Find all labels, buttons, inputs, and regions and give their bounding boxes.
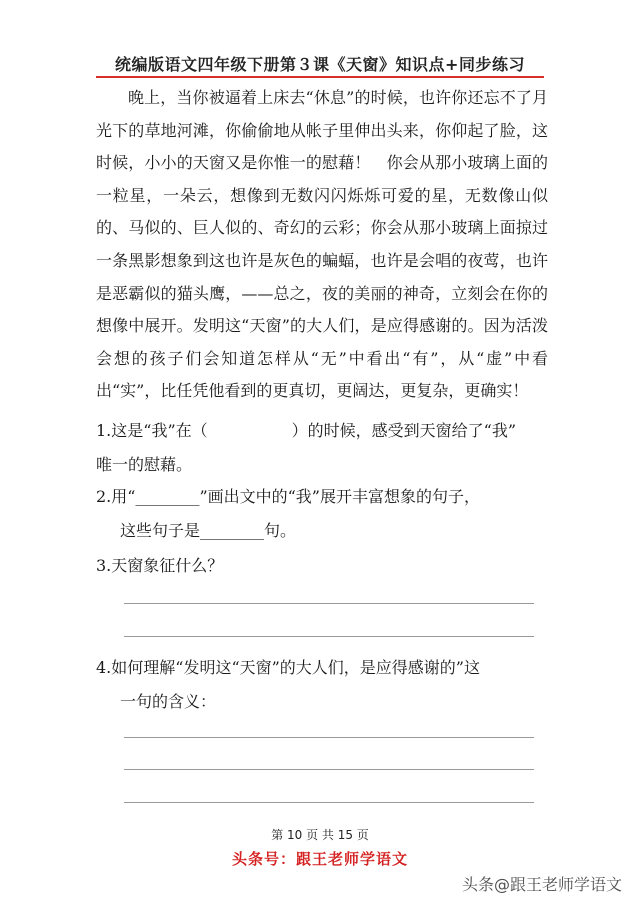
source-credit: 头条号：跟王老师学语文 [231, 850, 408, 868]
question-4 [96, 651, 548, 719]
question-1-line-2: 唯一的慰藉。 [96, 455, 193, 474]
answer-line[interactable] [124, 636, 534, 637]
page-number: 第 10 页 共 15 页 [271, 828, 369, 842]
question-2-line-2: 这些句子是________句。 [120, 521, 297, 540]
header-rule [96, 76, 544, 78]
question-2-line-1: 2.用“________”画出文中的“我”展开丰富想象的句子， [96, 487, 480, 506]
document-title: 统编版语文四年级下册第３课《天窗》知识点+同步练习 [115, 55, 525, 74]
question-1-before: 1.这是“我”在（ [96, 421, 208, 440]
question-3: 3.天窗象征什么？ [96, 556, 224, 575]
answer-line[interactable] [124, 737, 534, 738]
question-4-line-1: 4.如何理解“发明这“天窗”的大人们，是应得感谢的”这 [96, 658, 480, 677]
reading-passage: 晚上，当你被逼着上床去“休息”的时候，也许你还忘不了月光下的草地河滩，你偷偷地从帐子里伸出头来，你仰起了脸，这时候，小小的天窗又是你惟一的慰藉！ 你会从那小玻璃上面的一粒星，一朵云，想像到无数闪闪烁烁可爱的星，无数像山似的、马似的、巨人似的、奇幻的云彩；你会从那小玻璃上面掠过一条黑影想象到这也许是灰色的蝙蝠，也许是会唱的夜莺，也许是恶霸似的猫头鹰，——总之，夜的美丽的神奇，立刻会在你的想像中展开。发明这“天窗”的大人们，是应得感谢的。因为活泼会想的孩子们会知道怎样从“无”中看出“有”，从“虚”中看出“实”，比任凭他看到的更真切，更阔达，更复杂，更确实！ [96, 88, 548, 401]
answer-line[interactable] [124, 603, 534, 604]
question-1 [96, 414, 548, 482]
question-4-line-2: 一句的含义： [120, 692, 217, 711]
question-1-after: ）的时候，感受到天窗给了“我” [291, 421, 517, 440]
question-2 [96, 480, 548, 548]
watermark: 头条@跟王老师学语文 [461, 875, 622, 894]
answer-line[interactable] [124, 802, 534, 803]
answer-line[interactable] [124, 769, 534, 770]
question-1-line-1 [96, 414, 548, 448]
